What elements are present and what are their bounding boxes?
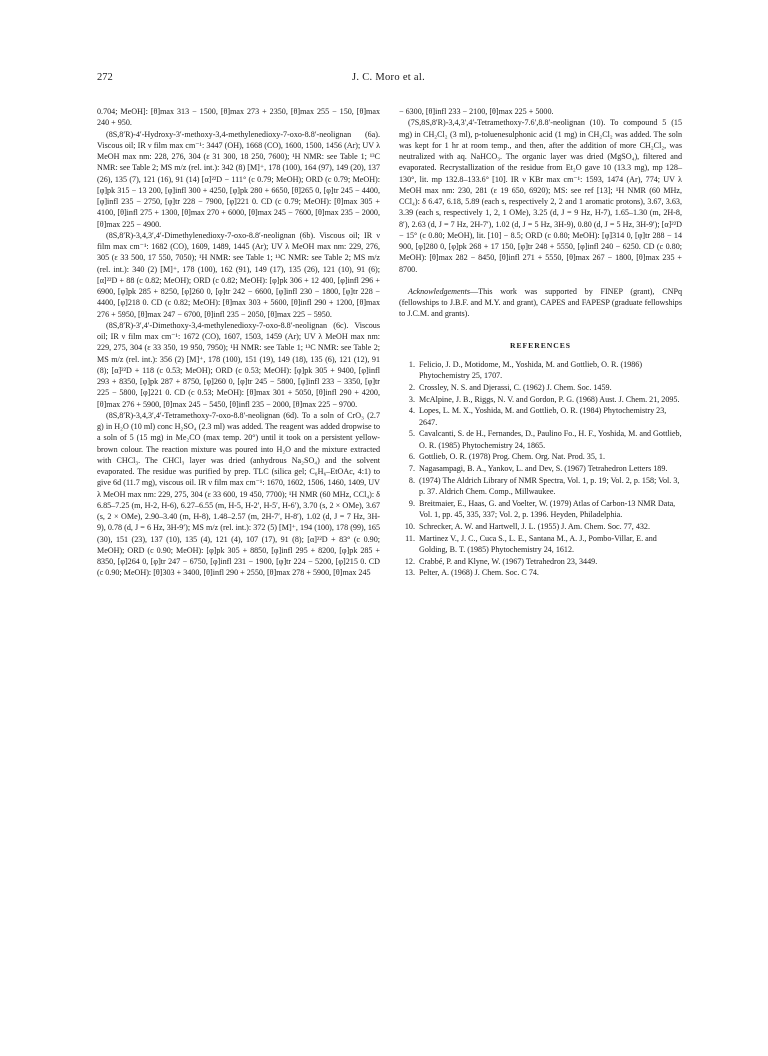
experimental-paragraph: (8S,8′R)-4′-Hydroxy-3′-methoxy-3,4-methylenedioxy-7-oxo-8.8′-neolignan (6a). Viscous oil; IR ν film max cm⁻¹: 3447 (OH), 1668 (CO), 1600, 1500, 1456 (Ar); UV λ MeOH max nm: 228, 276, 304 (ε 31 300, 18 250, 7600); ¹H NMR: see Table 1; ¹³C NMR: see Table 2; MS m/z (rel. int.): 342 (8) [M]⁺, 178 (100), 164 (97), 149 (20), 137 (26), 135 (7), 121 (16), 91 (14) [α]²²D − 111° (c 0.79; MeOH); ORD (c 0.79; MeOH): [φ]pk 315 − 13 200, [φ]infl 300 + 4250, [φ]pk 280 + 6650, [θ]265 0, [φ]tr 245 − 4400, [φ]infl 235 − 2750, [φ]tr 228 − 7900, [φ]221 0. CD (c 0.79; MeOH): [θ]max 305 + 4100, [θ]infl 275 + 1300, [θ]max 270 + 6000, [θ]max 245 − 7600, [θ]max 235 − 2000, [θ]max 225 − 4900. <box>97 129 380 229</box>
experimental-paragraph: 0.704; MeOH]: [θ]max 313 − 1500, [θ]max 273 + 2350, [θ]max 255 − 150, [θ]max 240 + 950. <box>97 107 380 128</box>
running-head: J. C. Moro et al. <box>351 72 426 83</box>
experimental-paragraph: (7S,8S,8′R)-3,4,3′,4′-Tetramethoxy-7.6′,8.8′-neolignan (10). To compound 5 (15 mg) in CH₂Cl₂ (3 ml), p-toluenesulphonic acid (1 mg) in CH₂Cl₂ was added. The soln was kept for 1 hr at room temp., and then, after the addition of more CH₂Cl₂, was neutralized with aq. NaHCO₃. The organic layer was dried (MgSO₄), filtered and evaporated. Recrystallization of the residue from Et₂O gave 10 (13.3 mg), mp 128–130°, lit. mp 132.8–133.6° [10]. IR ν KBr max cm⁻¹: 1593, 1474 (Ar), 774; UV λ MeOH max nm: 230, 281 (ε 19 650, 6920); MS: see ref [13]; ¹H NMR (60 MHz, CCl₄): δ 6.47, 6.18, 5.89 (each s, respectively 2, 2 and 1 aromatic protons), 3.67, 3.63, 3.39 (each s, respectively 1, 2, 1 OMe), 3.25 (d, J = 9 Hz, H-7), 1.65–1.30 (m, 2H-8, 8′), 2.63 (d, J = 7 Hz, 2H-7′), 1.02 (d, J = 5 Hz, 3H-9), 0.80 (d, J = 5 Hz, 3H-9′); [α]²²D − 15° (c 0.80; MeOH), lit. [10] − 8.5; ORD (c 0.80; MeOH): [φ]314 0, [φ]tr 288 − 14 900, [φ]280 0, [φ]pk 268 + 17 150, [φ]tr 248 + 5550, [φ]infl 240 − 6250. CD (c 0.80; MeOH): [θ]max 282 − 8450, [θ]infl 271 + 5550, [θ]max 267 − 1800, [θ]max 235 + 8700. <box>399 118 682 274</box>
experimental-paragraph: − 6300, [θ]infl 233 − 2100, [θ]max 225 + 5000. <box>399 107 554 116</box>
reference-number: 4. <box>408 406 415 416</box>
reference-number: 2. <box>408 382 415 392</box>
references-heading: REFERENCES <box>509 340 572 350</box>
reference-text: Schrecker, A. W. and Hartwell, J. L. (1955) J. Am. Chem. Soc. 77, 432. <box>419 521 650 531</box>
reference-text: Nagasampagi, B. A., Yankov, L. and Dev, S. (1967) Tetrahedron Letters 189. <box>419 464 668 473</box>
reference-number: 3. <box>408 394 415 404</box>
reference-text: Crossley, N. S. and Djerassi, C. (1962) J. Chem. Soc. 1459. <box>419 382 612 392</box>
reference-text: Martinez V., J. C., Cuca S., L. E., Santana M., A. J., Pombo-Villar, E. and Golding, B. T. (1985) Phytochemistry 24, 1612. <box>419 533 657 554</box>
reference-item <box>399 451 682 462</box>
reference-item <box>399 521 682 532</box>
reference-text: Pelter, A. (1968) J. Chem. Soc. C 74. <box>419 568 539 578</box>
right-column <box>399 106 682 579</box>
reference-item <box>399 382 682 393</box>
reference-number: 10. <box>404 521 415 531</box>
reference-item <box>399 394 682 405</box>
left-column <box>97 106 380 579</box>
reference-number: 6. <box>408 452 415 462</box>
reference-item <box>399 567 682 578</box>
reference-number: 9. <box>408 498 415 508</box>
reference-number: 13. <box>404 568 415 578</box>
reference-number: 7. <box>408 464 415 473</box>
experimental-paragraph: (8S,8′R)-3,4,3′,4′-Tetramethoxy-7-oxo-8.8′-neolignan (6d). To a soln of CrO₃ (2.7 g) in H₂O (10 ml) conc H₂SO₄ (2.3 ml) was added. The reagent was added dropwise to a soln of 5 (15 mg) in Me₂CO (max temp. 20°) until it took on a persistent yellow-brown colour. The reaction mixture was poured into H₂O and the mixture extracted with CHCl₃. The CHCl₃ layer was dried (anhydrous Na₂SO₄) and the solvent evaporated. The residue was purified by prep. TLC (silica gel; C₆H₆–EtOAc, 4:1) to give 6d (11.7 mg), viscous oil. IR ν film max cm⁻¹: 1670, 1602, 1506, 1460, 1409, UV λ MeOH max nm: 229, 275, 304 (ε 33 600, 19 450, 7700); ¹H NMR (60 MHz, CCl₄): δ 6.85–7.25 (m, H-2, H-6), 6.27–6.55 (m, H-5, H-2′, H-5′, H-6′), 3.70 (s, 2 × OMe), 3.67 (s, 2 × OMe), 2.90–3.40 (m, H-8), 1.48–2.57 (m, 2H-7′, H-8′), 1.02 (d, J = 7 Hz, 3H-9), 0.78 (d, J = 6 Hz, 3H-9′); MS m/z (rel. int.): 372 (5) [M]⁺, 194 (100), 178 (99), 165 (30), 151 (23), 137 (10), 135 (4), 121 (4), 107 (17), 91 (8); [α]²²D + 83° (c 0.90; MeOH); ORD (c 0.90; MeOH): [φ]pk 305 + 8850, [φ]infl 295 + 8200, [φ]pk 285 + 8350, [φ]264 0, [φ]tr 247 − 6750, [φ]infl 231 − 1900, [φ]tr 224 − 5200, [φ]215 0. CD (c 0.90; MeOH): [θ]303 + 3400, [θ]infl 290 + 2550, [θ]max 278 + 5900, [θ]max 245 <box>97 410 380 578</box>
reference-text: Lopes, L. M. X., Yoshida, M. and Gottlieb, O. R. (1984) Phytochemistry 23, 2647. <box>419 406 667 427</box>
reference-text: (1974) The Aldrich Library of NMR Spectra, Vol. 1, p. 19; Vol. 2, p. 158; Vol. 3, p. 37. Aldrich Chem. Comp., Millwaukee. <box>419 475 680 496</box>
reference-item <box>399 556 682 567</box>
reference-text: Gottlieb, O. R. (1978) Prog. Chem. Org. Nat. Prod. 35, 1. <box>419 452 605 462</box>
reference-item <box>399 475 682 498</box>
reference-text: McAlpine, J. B., Riggs, N. V. and Gordon, P. G. (1968) Aust. J. Chem. 21, 2095. <box>419 394 680 404</box>
reference-text: Breitmaier, E., Haas, G. and Voelter, W. (1979) Atlas of Carbon-13 NMR Data, Vol. 1, pp. 45, 335, 337; Vol. 2, p. 1396. Heyden, Philadelphia. <box>419 498 676 519</box>
reference-text: Felicio, J. D., Motidome, M., Yoshida, M. and Gottlieb, O. R. (1986) Phytochemistry 25, 1707. <box>419 359 643 380</box>
reference-number: 1. <box>408 359 415 369</box>
reference-item <box>399 359 682 382</box>
reference-item <box>399 463 682 474</box>
reference-number: 11. <box>405 533 415 543</box>
reference-item <box>399 533 682 556</box>
page-header <box>97 72 680 90</box>
acknowledgements-text: —This work was supported by FINEP (grant), CNPq (fellowships to J.B.F. and M.Y. and grant), CAPES and FAPESP (graduate fellowships to J.C.M. and grants). <box>399 286 682 319</box>
reference-text: Cavalcanti, S. de H., Fernandes, D., Paulino Fo., H. F., Yoshida, M. and Gottlieb, O. R. (1985) Phytochemistry 24, 1865. <box>419 429 682 450</box>
experimental-paragraph: (8S,8′R)-3,4,3′,4′-Dimethylenedioxy-7-oxo-8.8′-neolignan (6b). Viscous oil; IR ν film max cm⁻¹: 1682 (CO), 1609, 1489, 1445 (Ar); UV λ MeOH max nm: 229, 276, 305 (ε 33 500, 17 550, 7050); ¹H NMR: see Table 1; ¹³C NMR: see Table 2; MS m/z (rel. int.): 340 (2) [M]⁺, 178 (100), 162 (91), 149 (17), 135 (26), 121 (10), 91 (6); [α]²²D + 88 (c 0.82; MeOH); ORD (c 0.82; MeOH): [φ]pk 306 + 12 400, [φ]infl 296 + 6900, [φ]pk 285 + 8250, [φ]260 0, [φ]tr 242 − 6600, [φ]infl 230 − 1800, [φ]tr 228 − 4400, [φ]218 0. CD (c 0.82; MeOH): [θ]max 303 + 5600, [θ]infl 290 + 1200, [θ]max 276 + 5950, [θ]max 247 − 6700, [θ]infl 235 − 2050, [θ]max 225 − 5950. <box>97 230 380 319</box>
reference-list <box>399 359 682 579</box>
reference-number: 8. <box>408 475 415 485</box>
acknowledgements <box>399 286 682 320</box>
page-number: 272 <box>97 72 113 83</box>
experimental-paragraph: (8S,8′R)-3′,4′-Dimethoxy-3,4-methylenedioxy-7-oxo-8.8′-neolignan (6c). Viscous oil; IR ν film max cm⁻¹: 1672 (CO), 1607, 1503, 1459 (Ar); UV λ MeOH max nm: 229, 275, 304 (ε 33 350, 19 950, 7950); ¹H NMR: see Table 1; ¹³C NMR: see Table 2; MS m/z (rel. int.): 356 (2) [M]⁺, 178 (100), 151 (19), 149 (18), 135 (6), 121 (12), 91 (8); [α]²²D + 118 (c 0.53; MeOH); ORD (c 0.53; MeOH): [φ]pk 305 + 9400, [φ]infl 293 + 8350, [φ]pk 287 + 8750, [φ]260 0, [φ]tr 245 − 5800, [φ]infl 233 − 3350, [φ]tr 225 − 5800, [φ]221 0. CD (c 0.53; MeOH): [θ]max 301 + 5050, [θ]infl 290 + 4200, [θ]max 276 + 5900, [θ]max 245 − 5450, [θ]infl 235 − 2000, [θ]max 225 − 9700. <box>97 320 380 409</box>
reference-item <box>399 405 682 428</box>
reference-number: 12. <box>404 556 415 566</box>
reference-item <box>399 428 682 451</box>
reference-number: 5. <box>408 429 415 439</box>
reference-text: Crabbé, P. and Klyne, W. (1967) Tetrahedron 23, 3449. <box>419 556 598 566</box>
reference-item <box>399 498 682 521</box>
acknowledgements-label: Acknowledgements <box>408 286 471 296</box>
